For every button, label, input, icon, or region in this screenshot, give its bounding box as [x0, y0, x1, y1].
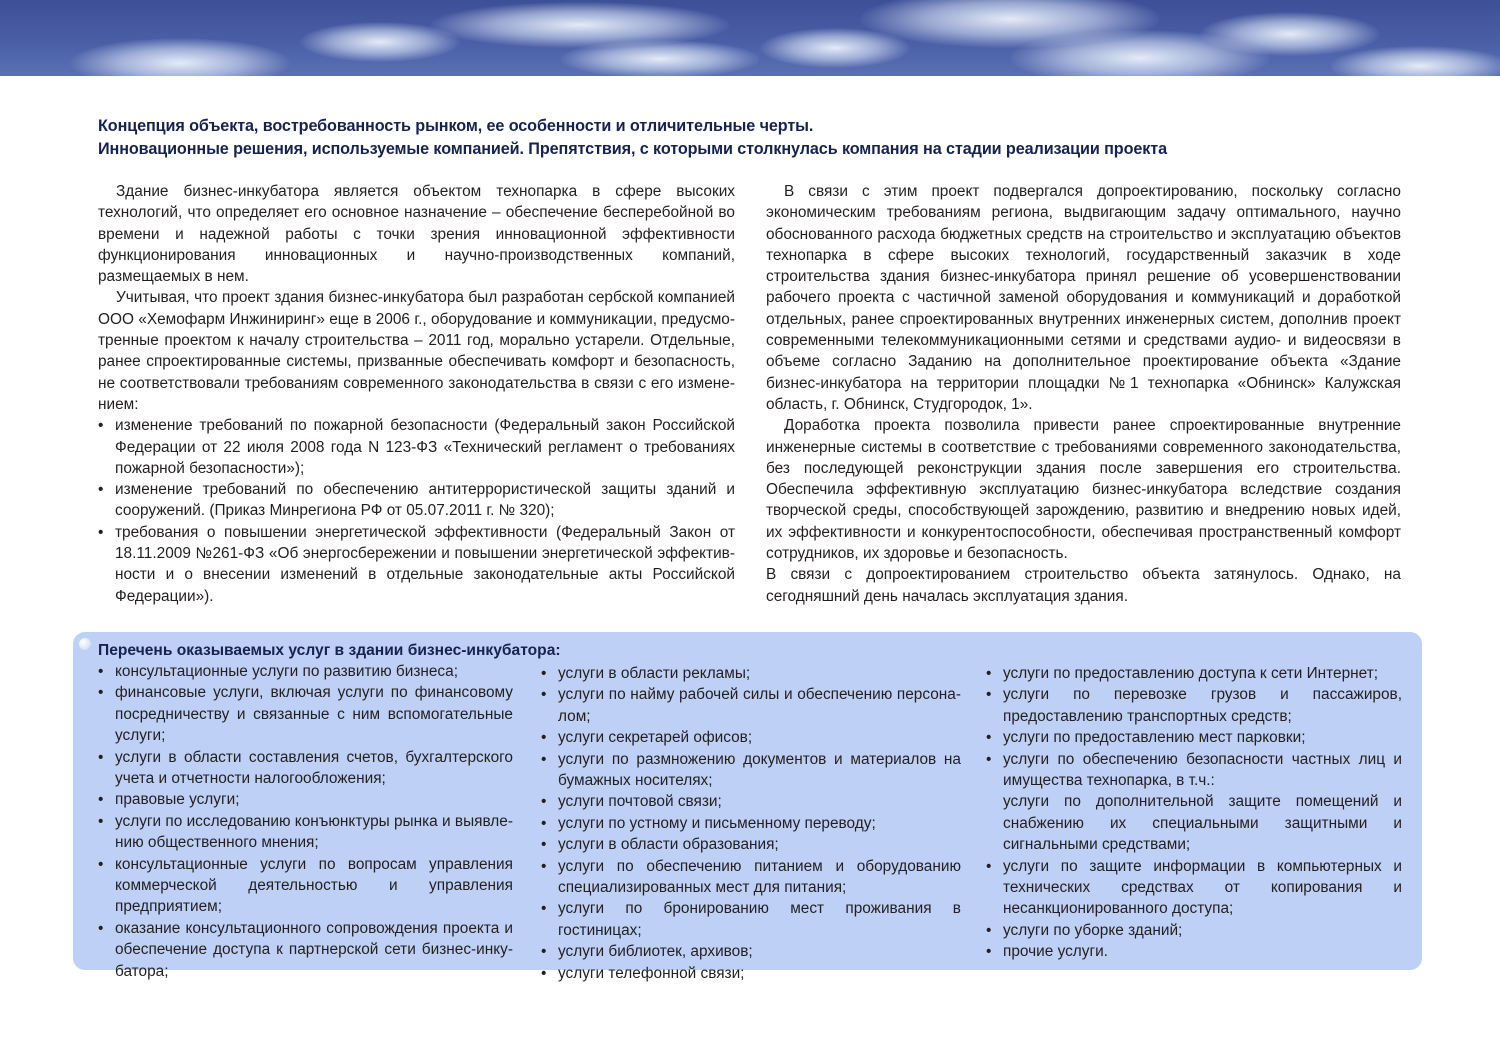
- list-item: • изменение требований по обеспечению антитеррористической защиты зданий и сооружений. (Приказ Минрегиона РФ от 05.07.2011 г. № 320);: [98, 479, 735, 522]
- list-item: • услуги по найму рабочей силы и обеспечению персоналом;: [541, 684, 961, 727]
- heading-line-1: Концепция объекта, востребованность рынком, ее особенности и отличительные черты.: [98, 117, 814, 135]
- cloud-shape: [1330, 46, 1500, 76]
- paragraph: Здание бизнес-инкубатора является объектом технопарка в сфере высоких технологий, что определяет его основное назначение – обеспечение бесперебойной во времени и надежной работы с точки зрения инновационной эффективности функционирования инновационных и научно-производственных компаний, размещаемых в нем.: [98, 183, 735, 286]
- list-item: • услуги по бронированию мест проживания в гостиницах;: [541, 898, 961, 941]
- list-item: • изменение требований по пожарной безопасности (Федеральный закон Российской Федерации от 22 июля 2008 года N 123-ФЗ «Технический регламент о требованиях пожарной безопасности»);: [98, 415, 735, 479]
- cloud-shape: [70, 38, 290, 76]
- list-item: • услуги в области составления счетов, бухгалтерского учета и отчетности налогообложения;: [98, 747, 513, 790]
- list-item: • услуги библиотек, архивов;: [541, 941, 961, 962]
- left-text-column: [98, 181, 735, 607]
- list-item: • услуги по исследованию конъюнктуры рынка и выявлению общественного мнения;: [98, 811, 513, 854]
- heading-line-2: Инновационные решения, используемые компанией. Препятствия, с которыми столкнулась компания на стадии реализации проекта: [98, 140, 1168, 158]
- list-item: • услуги по предоставлению мест парковки;: [986, 727, 1402, 748]
- services-panel: [73, 632, 1422, 982]
- list-item: • консультационные услуги по вопросам управления коммерческой деятельностью и управления предприятием;: [98, 854, 513, 918]
- list-item: • услуги по уборке зданий;: [986, 920, 1402, 941]
- list-item: • услуги по защите информации в компьютерных и технических средствах от копирования и несанкционированного доступа;: [986, 856, 1402, 920]
- cloud-shape: [1200, 12, 1380, 56]
- section-heading: [98, 115, 1418, 161]
- paragraph: В связи с этим проект подвергался допроектированию, поскольку согласно экономическим требованиям региона, выдвигающим задачу оптимального, научно обоснованного расхода бюджетных средств на строительство и эксплуатацию объектов технопарка в сфере высоких технологий, государственный заказчик в ходе строительства здания бизнес-инкубатора принял решение об усовершенствовании рабочего проекта с частичной заменой оборудования и коммуникаций и доработкой отдельных, ранее спроектированных внутренних инженерных систем, дополнив проект современными телекоммуникационными сетями и средствами аудио- и видеосвязи в объеме согласно Заданию на дополнительное проектирование объекта «Здание бизнес-инкубатора на территории площадки №1 технопарка «Обнинск» Калужская область, г. Обнинск, Студгородок, 1».: [766, 183, 1401, 413]
- list-item-subtext: услуги по дополнительной защите помещений и снабжению их специальными защитными и сигнальными средствами;: [1003, 793, 1402, 854]
- paragraph: Учитывая, что проект здания бизнес-инкубатора был разработан сербской компанией ООО «Хемофарм Инжиниринг» еще в 2006 г., оборудование и коммуникации, предусмотренные проектом к началу строительства – 2011 год, морально устарели. Отдельные, ранее спроектированные системы, призванные обеспечивать комфорт и безопасность, не соответствовали требованиям современного законодательства в связи с его изменением:: [98, 289, 735, 413]
- cloud-shape: [560, 40, 760, 76]
- list-item: • услуги по перевозке грузов и пассажиров, предоставлению транспортных средств;: [986, 684, 1402, 727]
- list-item: • услуги секретарей офисов;: [541, 727, 961, 748]
- list-item: • услуги по обеспечению безопасности частных лиц и имущества технопарка, в т.ч.:: [986, 749, 1402, 792]
- list-item: • консультационные услуги по развитию бизнеса;: [98, 661, 513, 682]
- list-item: • услуги телефонной связи;: [541, 963, 961, 984]
- services-title: Перечень оказываемых услуг в здании бизнес-инкубатора:: [98, 642, 561, 659]
- list-item: • требования о повышении энергетической эффективности (Федеральный Закон от 18.11.2009 №261-ФЗ «Об энергосбережении и повышении энергетической эффективности и о внесении изменений в отдельные законодательные акты Российской Федерации»).: [98, 522, 735, 607]
- list-item: • финансовые услуги, включая услуги по финансовому посредничеству и связанные с ним вспомогательные услуги;: [98, 682, 513, 746]
- list-item: • прочие услуги.: [986, 941, 1402, 962]
- list-item: • оказание консультационного сопровождения проекта и обеспечение доступа к партнерской сети бизнес-инкубатора;: [98, 918, 513, 982]
- sky-banner-image: [0, 0, 1500, 76]
- list-item: • услуги почтовой связи;: [541, 791, 961, 812]
- paragraph: Доработка проекта позволила привести ранее спроектированные внутренние инженерные системы в соответствие с требованиями современного законодательства, без последующей реконструкции здания после завершения его строительства. Обеспечила эффективную эксплуатацию бизнес-инкубатора вследствие создания творческой среды, способствующей зарождению, развитию и внедрению новых идей, их эффективности и конкурентоспособности, обеспечивая пространственный комфорт сотрудников, их здоровье и безопасность.: [766, 417, 1401, 563]
- list-item: • услуги по устному и письменному переводу;: [541, 813, 961, 834]
- list-item: • услуги по размножению документов и материалов на бумажных носителях;: [541, 749, 961, 792]
- services-list-col-1: [98, 661, 513, 982]
- list-item: • правовые услуги;: [98, 789, 513, 810]
- list-item: • услуги по обеспечению питанием и оборудованию специализированных мест для питания;: [541, 856, 961, 899]
- right-text-column: [766, 181, 1401, 607]
- services-list-col-3: [986, 663, 1402, 963]
- paragraph: В связи с допроектированием строительство объекта затянулось. Однако, на сегодняшний день началась эксплуатация здания.: [766, 566, 1401, 605]
- services-list-col-2: [541, 663, 961, 984]
- bullet-dot-icon: [79, 638, 91, 650]
- requirements-list: [98, 415, 735, 607]
- list-item: • услуги в области рекламы;: [541, 663, 961, 684]
- list-item: • услуги в области образования;: [541, 834, 961, 855]
- list-item: • услуги по предоставлению доступа к сети Интернет;: [986, 663, 1402, 684]
